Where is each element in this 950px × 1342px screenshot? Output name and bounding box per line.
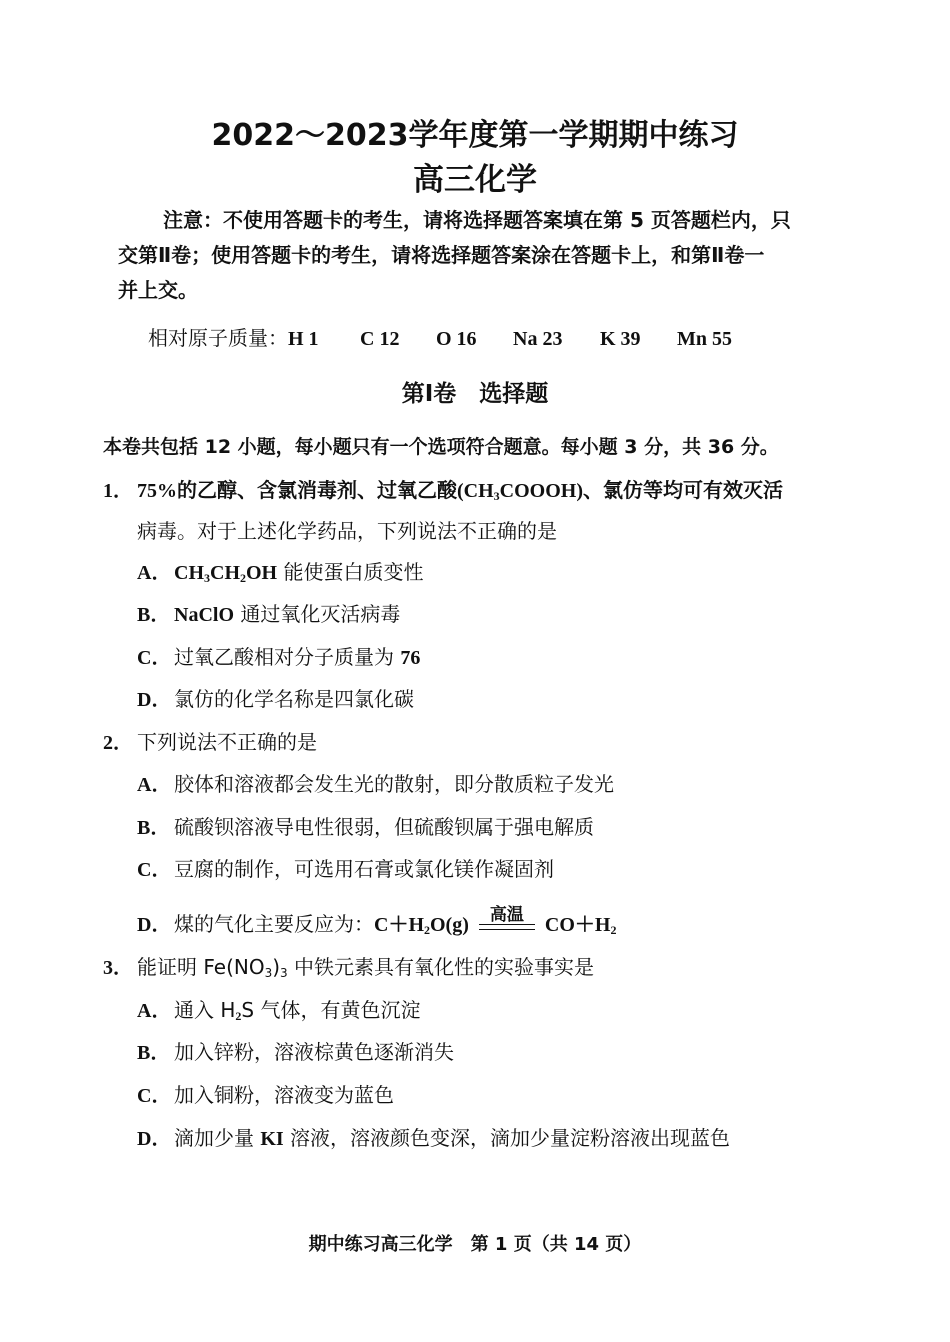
notice-line-1: 注意：不使用答题卡的考生，请将选择题答案填在第 5 页答题栏内，只 [163, 208, 791, 232]
question-3-stem: 3． 能证明 $Fe(NO_3)_3$ 中铁元素具有氧化性的实验事实是 [103, 951, 594, 980]
question-1-option-d: D． 氯仿的化学名称是四氯化碳 [137, 687, 414, 711]
question-number: 2． [103, 732, 133, 754]
question-3-option-b: B． 加入锌粉，溶液棕黄色逐渐消失 [137, 1040, 454, 1064]
question-1-option-b: B． NaClO 通过氧化灭活病毒 [137, 602, 401, 626]
atomic-mass-item: Mn 55 [677, 328, 732, 350]
question-number: 1． [103, 480, 133, 502]
exam-subtitle: 高三化学 [413, 162, 537, 198]
question-number: 3． [103, 957, 133, 979]
atomic-mass-item: O 16 [436, 328, 477, 350]
atomic-mass-item: K 39 [600, 328, 641, 350]
section-intro: 本卷共包括 12 小题，每小题只有一个选项符合题意。每小题 3 分，共 36 分。 [103, 436, 779, 458]
question-2-option-b: B． 硫酸钡溶液导电性很弱，但硫酸钡属于强电解质 [137, 815, 594, 839]
question-2-option-a: A． 胶体和溶液都会发生光的散射，即分散质粒子发光 [137, 772, 614, 796]
reaction-condition: 高温 [489, 904, 524, 925]
notice-line-3: 并上交。 [118, 278, 198, 302]
page-footer: 期中练习高三化学 第 1 页（共 14 页） [308, 1234, 642, 1255]
section-title: 第Ⅰ卷 选择题 [401, 381, 549, 407]
atomic-mass-item: Na 23 [513, 328, 563, 350]
atomic-mass-item: H 1 [288, 328, 319, 350]
question-1-stem: 1． 75%的乙醇、含氯消毒剂、过氧乙酸$(CH_3COOOH)$、氯仿等均可有效灭活 [103, 474, 783, 504]
atomic-mass-label: 相对原子质量： [148, 326, 288, 350]
question-2-option-d: D． 煤的气化主要反应为：$C+H_2O(g)$ 高温 $CO+H_2$ [137, 908, 616, 938]
question-2-option-c: C． 豆腐的制作，可选用石膏或氯化镁作凝固剂 [137, 857, 554, 881]
question-3-option-a: A． 通入 $H_2S$ 气体，有黄色沉淀 [137, 998, 421, 1023]
question-2-stem: 2． 下列说法不正确的是 [103, 726, 317, 755]
notice-line-2: 交第Ⅱ卷；使用答题卡的考生，请将选择题答案涂在答题卡上，和第Ⅱ卷一 [118, 243, 765, 267]
question-3-option-c: C． 加入铜粉，溶液变为蓝色 [137, 1083, 394, 1107]
question-3-option-d: D． 滴加少量 KI 溶液，溶液颜色变深，滴加少量淀粉溶液出现蓝色 [137, 1126, 731, 1150]
question-1-option-a: A． $CH_3CH_2OH$ 能使蛋白质变性 [137, 560, 424, 585]
question-1-option-c: C． 过氧乙酸相对分子质量为 76 [137, 645, 421, 669]
reaction-condition-arrow [479, 904, 535, 936]
question-1-stem-cont: 病毒。对于上述化学药品，下列说法不正确的是 [137, 519, 557, 543]
atomic-mass-row [148, 322, 732, 351]
exam-title: 2022～2023学年度第一学期期中练习 [211, 118, 739, 153]
atomic-mass-item: C 12 [360, 328, 400, 350]
